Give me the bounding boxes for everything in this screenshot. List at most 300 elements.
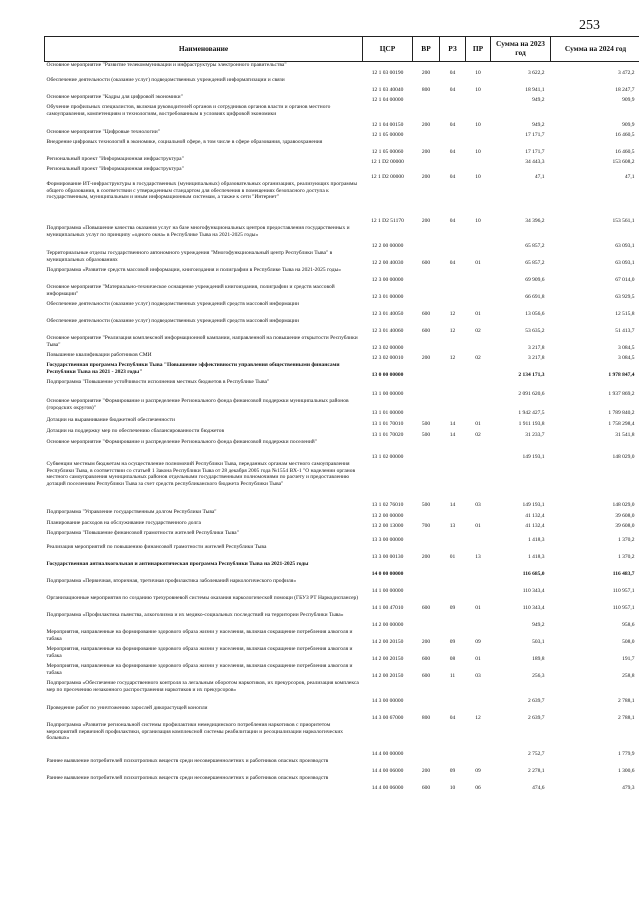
row-csr-cell: 12 3 01 40060 [371, 328, 404, 335]
page-number: 253 [579, 18, 600, 33]
row-csr-cell: 14 4 00 00000 [371, 751, 404, 758]
row-rz-cell: 14 [449, 502, 456, 509]
row-name-cell: Основное мероприятие "Формирование и распределение Регионального фонда финансовой поддержки поселений" [46, 439, 317, 445]
table-row [45, 461, 639, 509]
table-row [45, 104, 639, 129]
row-sum-2024-cell: 148 029,0 [612, 454, 635, 461]
table-row [45, 595, 639, 612]
row-vr-cell: 200 [421, 639, 431, 646]
row-name-cell: Обеспечение деятельности (оказание услуг) подведомственных учреждений средств массовой информации [46, 301, 299, 307]
row-csr-cell: 12 1 04 00000 [371, 97, 404, 104]
row-vr-cell: 600 [421, 673, 431, 680]
row-csr-cell: 14 2 00 20150 [371, 656, 404, 663]
row-pr-cell: 03 [475, 673, 481, 680]
row-vr-cell: 600 [421, 656, 431, 663]
header-sum-2023: Сумма на 2023 год [491, 37, 551, 62]
row-pr-cell: 01 [475, 656, 481, 663]
table-row [45, 722, 639, 758]
row-name-cell: Основное мероприятие "Реализация комплексной информационной кампании, направленной на повышение открытости Республики Тыва" [46, 335, 358, 348]
row-sum-2023-cell: 149 193,1 [522, 502, 545, 509]
row-rz-cell [440, 379, 466, 398]
row-rz-cell: 04 [449, 70, 456, 77]
table-row [45, 166, 639, 181]
row-rz-cell: 04 [449, 174, 456, 181]
row-sum-2024-cell: 16 460,5 [615, 149, 635, 156]
table-row [45, 139, 639, 156]
row-pr-cell [466, 561, 491, 578]
row-sum-2023-cell: 1 418,3 [528, 537, 545, 544]
row-csr-cell: 13 1 01 00000 [371, 410, 404, 417]
row-name-cell: Подпрограмма «Обеспечение государственного контроля за легальным оборотом наркотиков, их прекурсоров, реализация комплекса мер по пресечению незаконного распространения наркотиков и их прекурсоров» [46, 680, 359, 693]
row-vr-cell: 800 [421, 87, 431, 94]
row-pr-cell: 06 [475, 785, 481, 792]
row-sum-2024-cell: 1 758 298,4 [608, 421, 635, 428]
row-sum-2023-cell: 116 685,0 [522, 571, 545, 578]
row-pr-cell: 03 [475, 502, 481, 509]
row-name-cell: Дотации на выравнивание бюджетной обеспеченности [46, 417, 175, 423]
row-sum-2024-cell: 110 957,1 [612, 605, 635, 612]
table-row [45, 612, 639, 629]
row-vr-cell: 200 [421, 218, 431, 225]
row-csr-cell: 13 0 00 00000 [371, 372, 404, 379]
table-row [45, 77, 639, 94]
row-csr-cell: 14 1 00 00000 [371, 588, 404, 595]
row-pr-cell: 02 [475, 432, 481, 439]
row-name-cell: Реализация мероприятий по повышению финансовой грамотности жителей Республики Тыва [46, 544, 267, 550]
header-pr: ПР [466, 37, 491, 62]
row-vr-cell: 200 [421, 768, 431, 775]
row-vr-cell [413, 225, 440, 250]
row-sum-2023-cell: 1 942 427,5 [518, 410, 545, 417]
row-sum-2023-cell: 949,2 [532, 622, 545, 629]
row-sum-2023-cell: 34 396,2 [525, 218, 545, 225]
row-sum-2023-cell: 41 132,4 [525, 523, 545, 530]
row-sum-2024-cell: 39 608,0 [615, 513, 635, 520]
table-row [45, 129, 639, 139]
row-csr-cell: 13 1 01 70020 [371, 432, 404, 439]
table-row [45, 362, 639, 379]
row-rz-cell [440, 362, 466, 379]
table-row [45, 439, 639, 461]
row-vr-cell: 500 [421, 421, 431, 428]
row-csr-cell: 12 2 00 40030 [371, 260, 404, 267]
row-sum-2023-cell: 1 418,3 [528, 554, 545, 561]
row-csr-cell: 13 1 00 00000 [371, 391, 404, 398]
row-vr-cell: 600 [421, 311, 431, 318]
row-name-cell: Подпрограмма "Управление государственным долгом Республики Тыва" [46, 509, 217, 515]
row-rz-cell [440, 509, 466, 520]
row-vr-cell: 600 [421, 605, 431, 612]
row-name-cell: Обеспечение деятельности (оказание услуг) подведомственных учреждений информатизации и связи [46, 77, 285, 83]
row-pr-cell: 01 [475, 523, 481, 530]
row-pr-cell [466, 612, 491, 629]
row-sum-2023-cell: 3 217,8 [528, 345, 545, 352]
row-vr-cell [413, 680, 440, 705]
row-pr-cell [466, 284, 491, 301]
row-csr-cell: 12 1 03 00190 [371, 70, 404, 77]
row-name-cell: Подпрограмма «Профилактика пьянства, алкоголизма и их медико-социальных последствий на территории Республики Тыва» [46, 612, 344, 618]
table-row [45, 520, 639, 530]
row-rz-cell: 04 [449, 218, 456, 225]
row-rz-cell [440, 335, 466, 352]
row-pr-cell [466, 439, 491, 461]
row-name-cell: Повышение квалификации работников СМИ [46, 352, 152, 358]
row-sum-2024-cell: 153 608,2 [612, 159, 635, 166]
row-sum-2023-cell: 256,3 [532, 673, 545, 680]
row-name-cell: Основное мероприятие "Развитие телекоммуникации и инфраструктуры электронного правительства" [46, 62, 287, 68]
row-rz-cell: 12 [449, 311, 456, 318]
row-sum-2024-cell: 479,3 [622, 785, 635, 792]
row-name-cell: Основное мероприятие "Цифровые технологии" [46, 129, 160, 135]
row-name-cell: Основное мероприятие "Формирование и распределение Регионального фонда финансовой поддержки муниципальных районов (городских округов)" [46, 398, 349, 411]
row-vr-cell: 200 [421, 554, 431, 561]
row-sum-2024-cell: 16 460,5 [615, 132, 635, 139]
row-sum-2023-cell: 189,8 [532, 656, 545, 663]
row-vr-cell [413, 561, 440, 578]
row-name-cell: Государственная антиалкогольная и антинаркотическая программа Республики Тыва на 2021-2025 годы [46, 561, 309, 567]
row-pr-cell [466, 267, 491, 284]
row-pr-cell: 10 [475, 174, 481, 181]
row-csr-cell: 14 0 00 00000 [371, 571, 404, 578]
row-vr-cell [413, 509, 440, 520]
row-name-cell: Подпрограмма «Развитие региональной системы профилактики немедицинского потребления наркотиков с приоритетом мероприятий первичной профилактики, организация комплексной системы реабилитации и ресоциализации наркологических больных» [46, 722, 344, 742]
row-pr-cell: 02 [475, 328, 481, 335]
row-csr-cell: 12 1 D2 51170 [371, 218, 404, 225]
row-vr-cell [413, 284, 440, 301]
row-csr-cell: 14 2 00 20150 [371, 639, 404, 646]
row-pr-cell [466, 362, 491, 379]
row-pr-cell: 09 [475, 768, 481, 775]
row-name-cell: Подпрограмма «Развитие средств массовой информации, книгоиздания и полиграфии в Республике Тыва на 2021-2025 годы» [46, 267, 341, 273]
row-csr-cell: 12 1 D2 00000 [371, 174, 404, 181]
row-name-cell: Обучение профильных специалистов, включая руководителей органов и сотрудников органов власти и органов местного самоуправления, компетенциям и технологиям, востребованным в условиях цифровой экономики [46, 104, 331, 117]
row-rz-cell: 04 [449, 149, 456, 156]
row-sum-2023-cell: 47,1 [534, 174, 545, 181]
row-sum-2024-cell: 2 788,1 [618, 698, 635, 705]
row-sum-2023-cell: 949,2 [532, 122, 545, 129]
table-row [45, 646, 639, 663]
row-csr-cell: 12 1 D2 00000 [371, 159, 404, 166]
row-rz-cell: 13 [449, 523, 456, 530]
row-csr-cell: 13 2 00 13000 [371, 523, 404, 530]
row-sum-2024-cell: 3 472,2 [618, 70, 635, 77]
row-name-cell: Обеспечение деятельности (оказание услуг) подведомственных учреждений средств массовой информации [46, 318, 299, 324]
row-sum-2024-cell: 958,6 [622, 622, 635, 629]
table-row [45, 225, 639, 250]
row-pr-cell [466, 379, 491, 398]
row-rz-cell [440, 561, 466, 578]
table-row [45, 94, 639, 104]
row-sum-2023-cell: 18 941,1 [525, 87, 545, 94]
row-vr-cell [413, 612, 440, 629]
row-sum-2024-cell: 12 515,8 [615, 311, 635, 318]
row-csr-cell: 13 3 00 00000 [371, 537, 404, 544]
row-csr-cell: 13 1 02 00000 [371, 454, 404, 461]
row-sum-2023-cell: 17 171,7 [525, 132, 545, 139]
table-row [45, 62, 639, 78]
row-csr-cell: 12 3 01 00000 [371, 294, 404, 301]
row-sum-2023-cell: 2 639,7 [528, 698, 545, 705]
row-pr-cell: 10 [475, 218, 481, 225]
row-name-cell: Раннее выявление потребителей психотропных веществ среди несовершеннолетних и работников опасных производств [46, 775, 329, 781]
row-rz-cell [440, 722, 466, 758]
row-name-cell: Подпрограмма «Повышение качества оказания услуг на базе многофункциональных центров предоставления государственных и муниципальных услуг по принципу «одного окна» в Республике Тыва на 2021-2025 годы» [46, 225, 350, 238]
row-sum-2024-cell: 508,0 [622, 639, 635, 646]
row-vr-cell: 800 [421, 715, 431, 722]
row-csr-cell: 14 3 00 00000 [371, 698, 404, 705]
table-row [45, 663, 639, 680]
row-pr-cell: 01 [475, 605, 481, 612]
row-sum-2023-cell: 474,6 [532, 785, 545, 792]
table-row [45, 561, 639, 578]
row-rz-cell [440, 156, 466, 166]
row-pr-cell [466, 680, 491, 705]
row-rz-cell [440, 530, 466, 544]
row-pr-cell: 10 [475, 149, 481, 156]
row-pr-cell: 09 [475, 639, 481, 646]
row-pr-cell: 10 [475, 122, 481, 129]
row-rz-cell [440, 398, 466, 417]
row-vr-cell: 600 [421, 260, 431, 267]
row-sum-2024-cell: 39 608,0 [615, 523, 635, 530]
row-sum-2023-cell: 110 343,4 [522, 605, 545, 612]
row-name-cell: Региональный проект "Информационная инфраструктура" [46, 156, 184, 162]
row-pr-cell [466, 156, 491, 166]
row-pr-cell: 13 [475, 554, 481, 561]
row-sum-2024-cell: 63 093,1 [615, 243, 635, 250]
row-sum-2024-cell: 153 561,1 [612, 218, 635, 225]
table-row [45, 352, 639, 362]
row-rz-cell [440, 225, 466, 250]
header-name: Наименование [45, 37, 363, 62]
row-vr-cell: 500 [421, 502, 431, 509]
row-vr-cell [413, 722, 440, 758]
row-sum-2024-cell: 47,1 [624, 174, 635, 181]
row-pr-cell [466, 94, 491, 104]
row-vr-cell: 200 [421, 355, 431, 362]
row-sum-2024-cell: 258,8 [622, 673, 635, 680]
row-sum-2024-cell: 1 370,2 [618, 554, 635, 561]
row-vr-cell [413, 362, 440, 379]
row-pr-cell [466, 335, 491, 352]
row-vr-cell [413, 129, 440, 139]
row-name-cell: Подпрограмма "Повышение устойчивости исполнения местных бюджетов в Республике Тыва" [46, 379, 270, 385]
row-rz-cell: 04 [449, 715, 456, 722]
row-rz-cell [440, 612, 466, 629]
row-vr-cell [413, 379, 440, 398]
row-pr-cell [466, 530, 491, 544]
row-rz-cell: 14 [449, 432, 456, 439]
row-csr-cell: 12 3 02 00010 [371, 355, 404, 362]
row-csr-cell: 13 3 00 00130 [371, 554, 404, 561]
header-rz: РЗ [440, 37, 466, 62]
row-pr-cell [466, 225, 491, 250]
row-name-cell: Организационные мероприятия по созданию трехуровневой системы оказания наркологической помощи (ГБУЗ РТ Наркодиспансер) [46, 595, 359, 601]
table-row [45, 775, 639, 792]
row-csr-cell: 12 1 03 40040 [371, 87, 404, 94]
row-vr-cell [413, 156, 440, 166]
table-row [45, 301, 639, 318]
table-row [45, 758, 639, 775]
row-rz-cell: 04 [449, 87, 456, 94]
row-pr-cell [466, 398, 491, 417]
row-sum-2023-cell: 3 622,2 [528, 70, 545, 77]
table-row [45, 705, 639, 722]
row-csr-cell: 13 1 01 70010 [371, 421, 404, 428]
row-rz-cell [440, 439, 466, 461]
table-row [45, 417, 639, 428]
row-rz-cell [440, 284, 466, 301]
row-sum-2024-cell: 63 093,1 [615, 260, 635, 267]
row-rz-cell: 12 [449, 328, 456, 335]
row-rz-cell: 09 [449, 768, 456, 775]
header-csr: ЦСР [363, 37, 413, 62]
header-vr: ВР [413, 37, 440, 62]
row-rz-cell: 10 [449, 785, 456, 792]
row-name-cell: Мероприятия, направленные на формирование здорового образа жизни у населения, включая сокращение потребления алкоголя и табака [46, 629, 353, 642]
row-sum-2024-cell: 191,7 [622, 656, 635, 663]
row-sum-2023-cell: 34 443,3 [525, 159, 545, 166]
row-sum-2023-cell: 2 091 620,6 [518, 391, 545, 398]
row-vr-cell: 600 [421, 785, 431, 792]
row-sum-2024-cell: 909,9 [622, 97, 635, 104]
row-sum-2023-cell: 2 752,7 [528, 751, 545, 758]
row-sum-2024-cell: 2 788,1 [618, 715, 635, 722]
table-row [45, 284, 639, 301]
row-sum-2024-cell: 909,9 [622, 122, 635, 129]
row-rz-cell: 14 [449, 421, 456, 428]
row-vr-cell [413, 530, 440, 544]
budget-table [44, 36, 639, 792]
row-name-cell: Мероприятия, направленные на формирование здорового образа жизни у населения, включая сокращение потребления алкоголя и табака [46, 646, 353, 659]
header-sum-2024: Сумма на 2024 год [551, 37, 639, 62]
row-name-cell: Раннее выявление потребителей психотропных веществ среди несовершеннолетних и работников опасных производств [46, 758, 329, 764]
row-sum-2023-cell: 3 217,8 [528, 355, 545, 362]
row-csr-cell: 14 1 00 47010 [371, 605, 404, 612]
row-rz-cell: 09 [449, 605, 456, 612]
table-row [45, 544, 639, 561]
row-name-cell: Субвенции местным бюджетам на осуществление полномочий Республики Тыва, переданных органам местного самоуправления Республики Тыва, в соответствии со статьей 1 Закона Республики Тыва от 28 декабря 2005 года №1554 ВХ-1 "О наделении органов местного самоуправления муниципальных районов отдельными государственными полномочиями по расчету и предоставлению дотаций поселениям Республики Тыва за счет средств республиканского бюджета Республики Тыва" [46, 461, 356, 487]
table-row [45, 578, 639, 595]
row-csr-cell: 13 2 00 00000 [371, 513, 404, 520]
row-sum-2023-cell: 66 691,8 [525, 294, 545, 301]
row-rz-cell [440, 129, 466, 139]
row-sum-2023-cell: 65 857,2 [525, 260, 545, 267]
row-sum-2024-cell: 31 541,8 [615, 432, 635, 439]
row-csr-cell: 12 2 00 00000 [371, 243, 404, 250]
row-sum-2023-cell: 69 909,6 [525, 277, 545, 284]
table-row [45, 398, 639, 417]
row-sum-2024-cell: 67 014,0 [615, 277, 635, 284]
row-csr-cell: 12 3 02 00000 [371, 345, 404, 352]
row-sum-2023-cell: 13 056,6 [525, 311, 545, 318]
row-rz-cell: 01 [449, 554, 456, 561]
row-vr-cell: 200 [421, 174, 431, 181]
row-sum-2024-cell: 148 029,0 [612, 502, 635, 509]
row-sum-2024-cell: 1 937 869,2 [608, 391, 635, 398]
row-sum-2023-cell: 110 343,4 [522, 588, 545, 595]
row-csr-cell: 12 1 05 00060 [371, 149, 404, 156]
row-name-cell: Государственная программа Республики Тыва "Повышение эффективности управления общественными финансами Республики Тыва на 2021 - 2023 годы" [46, 362, 340, 375]
row-sum-2023-cell: 1 911 193,8 [518, 421, 545, 428]
row-name-cell: Формирование ИТ-инфраструктуры в государственных (муниципальных) образовательных организациях, реализующих программы общего образования, в соответствии с утвержденным стандартом для обеспечения в помещениях безопасного доступа к государственным, муниципальным и иным информационным системам, а также к сети "Интернет" [46, 181, 358, 201]
row-pr-cell [466, 129, 491, 139]
row-pr-cell: 10 [475, 87, 481, 94]
row-sum-2024-cell: 1 300,6 [618, 768, 635, 775]
table-row [45, 156, 639, 166]
row-sum-2024-cell: 3 084,5 [618, 345, 635, 352]
row-rz-cell: 04 [449, 122, 456, 129]
row-sum-2023-cell: 949,2 [532, 97, 545, 104]
row-sum-2023-cell: 31 233,7 [525, 432, 545, 439]
row-sum-2024-cell: 110 957,1 [612, 588, 635, 595]
table-header-row [45, 37, 639, 62]
row-sum-2023-cell: 41 132,4 [525, 513, 545, 520]
table-row [45, 530, 639, 544]
row-sum-2024-cell: 116 483,7 [612, 571, 635, 578]
row-sum-2023-cell: 65 857,2 [525, 243, 545, 250]
row-rz-cell [440, 94, 466, 104]
row-rz-cell [440, 578, 466, 595]
row-sum-2024-cell: 1 370,2 [618, 537, 635, 544]
row-pr-cell: 01 [475, 311, 481, 318]
table-row [45, 629, 639, 646]
row-name-cell: Проведение работ по уничтожению зарослей дикорастущей конопли [46, 705, 208, 711]
row-sum-2023-cell: 503,1 [532, 639, 545, 646]
row-rz-cell [440, 680, 466, 705]
row-name-cell: Территориальные отделы государственного автономного учреждения "Многофункциональный центр Республики Тыва" в муниципальных образованиях [46, 250, 333, 263]
row-rz-cell: 08 [449, 656, 456, 663]
row-csr-cell: 12 3 01 40050 [371, 311, 404, 318]
row-pr-cell: 12 [475, 715, 481, 722]
table-row [45, 379, 639, 398]
table-row [45, 335, 639, 352]
row-pr-cell: 01 [475, 260, 481, 267]
row-pr-cell [466, 578, 491, 595]
row-name-cell: Подпрограмма "Повышение финансовой грамотности жителей Республики Тыва" [46, 530, 239, 536]
row-vr-cell [413, 439, 440, 461]
row-sum-2024-cell: 1 779,9 [618, 751, 635, 758]
table-row [45, 680, 639, 705]
row-sum-2023-cell: 17 171,7 [525, 149, 545, 156]
row-sum-2023-cell: 2 278,1 [528, 768, 545, 775]
row-sum-2023-cell: 2 639,7 [528, 715, 545, 722]
row-sum-2024-cell: 3 084,5 [618, 355, 635, 362]
row-pr-cell: 01 [475, 421, 481, 428]
row-csr-cell: 14 4 00 06000 [371, 785, 404, 792]
row-sum-2024-cell: 1 789 840,2 [608, 410, 635, 417]
row-vr-cell: 200 [421, 149, 431, 156]
row-csr-cell: 14 3 00 67000 [371, 715, 404, 722]
row-name-cell: Основное мероприятие "Кадры для цифровой экономики" [46, 94, 183, 100]
row-name-cell: Внедрение цифровых технологий в экономике, социальной сфере, в том числе в сфере образования, здравоохранения [46, 139, 323, 145]
row-pr-cell [466, 509, 491, 520]
table-row [45, 428, 639, 439]
row-sum-2024-cell: 63 929,5 [615, 294, 635, 301]
row-rz-cell: 09 [449, 639, 456, 646]
row-vr-cell: 500 [421, 432, 431, 439]
row-name-cell: Мероприятия, направленные на формирование здорового образа жизни у населения, включая сокращение потребления алкоголя и табака [46, 663, 353, 676]
row-vr-cell [413, 398, 440, 417]
row-vr-cell: 700 [421, 523, 431, 530]
row-sum-2023-cell: 2 134 171,3 [518, 372, 545, 379]
row-name-cell: Подпрограмма «Первичная, вторичная, третичная профилактика заболеваний наркологического профиля» [46, 578, 297, 584]
table-row [45, 267, 639, 284]
row-rz-cell: 04 [449, 260, 456, 267]
row-csr-cell: 14 2 00 00000 [371, 622, 404, 629]
row-sum-2023-cell: 53 635,2 [525, 328, 545, 335]
row-pr-cell [466, 722, 491, 758]
